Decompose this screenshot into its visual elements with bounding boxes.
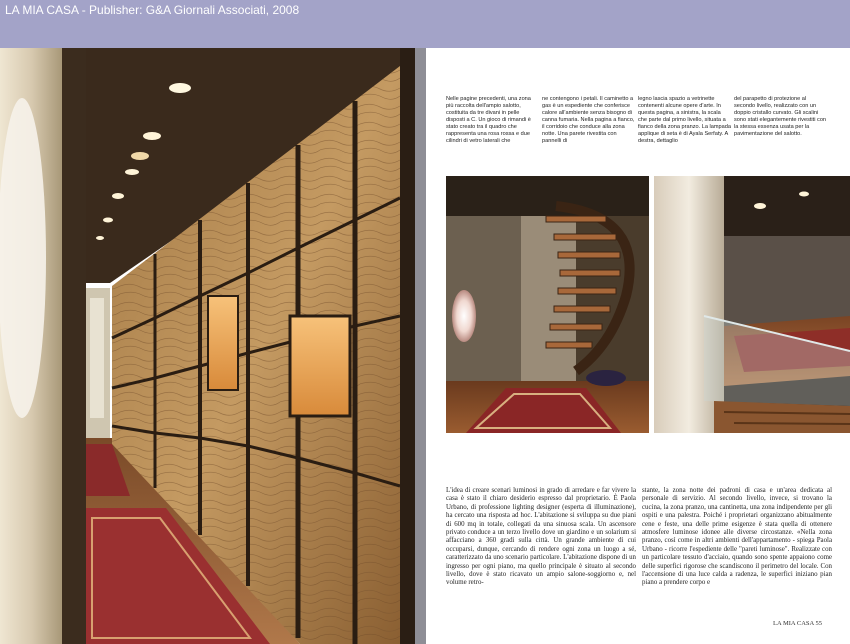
magazine-spread <box>0 48 850 644</box>
parapet-photo <box>654 176 850 433</box>
window-title: LA MIA CASA - Publisher: G&A Giornali Associati, 2008 <box>5 3 300 17</box>
corridor-illustration <box>0 48 415 644</box>
caption-col-1: Nelle pagine precedenti, una zona più raccolta dell'ampio salotto, costituita da tre divani in pelle disposti a C. Un gioco di rimandi è stato creato tra il quadro che rappresenta una rosa rossa e due cilindri di vetro laterali che <box>446 96 531 144</box>
corridor-photo <box>0 48 415 644</box>
staircase-photo <box>446 176 649 433</box>
caption-col-3: legno lascia spazio a vetrinette contenenti alcune opere d'arte. In questa pagina, a sinistra, la scala che parte dal primo livello, situata a fianco della zona pranzo. La lampada applique di seta è di Ayala Serfaty. A destra, dettaglio <box>638 96 731 144</box>
caption-col-2: ne contengono i petali. Il caminetto a gas è un espediente che conferisce calore all'ambiente senza bisogno di canna fumaria. Nella pagina a fianco, il corridoio che conduce alla zona notte. Una parete rivestita con pannelli di <box>542 96 635 144</box>
body-column-1: L'idea di creare scenari luminosi in grado di arredare e far vivere la casa è stato il chiaro desiderio espresso dal proprietario. È Paola Urbano, di professione lighting designer (esperta di illuminazione), ha cercato una risposta ad hoc. L'abitazione si sviluppa su due piani di 600 mq in totale, collegati da una sinuosa scala. Un ascensore privato conduce a un terzo livello dove un giardino e un solarium si affacciano a 360 gradi sulla città. Un grande ambiente di cui occuparsi, dunque, cercando di rendere ogni zona un luogo a sé, caratterizzato da uno scenario particolare. L'abitazione dispone di un ingresso per ogni piano, ma quello principale è situato al secondo livello, dove è stato ricavato un ampio salone-soggiorno e, nel volume retro- <box>446 487 636 587</box>
window-header <box>0 0 850 48</box>
body-column-2: stante, la zona notte dei padroni di casa e un'area dedicata al personale di servizio. Al secondo livello, invece, si trovano la cucina, la zona pranzo, una cantinetta, una zona indipendente per gli ospiti e una palestra. Poiché i proprietari organizzano abitualmente cene e feste, una delle prime esigenze è stata quella di ottenere atmosfere luminose idonee alle diverse circostanze. «Nella zona pranzo, così come in altri ambienti dell'appartamento - spiega Paola Urbano - ricorre l'espediente delle "pareti luminose". Realizzate con un particolare tessuto d'acciaio, quando sono spente appaiono come delle superfici rigorose che scandiscono il perimetro del locale. Con l'accensione di una luce calda a radenza, le superfici iniziano pian piano a prendere corpo e <box>642 487 832 587</box>
staircase-illustration <box>446 176 649 433</box>
page-gutter <box>415 48 426 644</box>
right-page <box>426 48 850 644</box>
page-folio: LA MIA CASA 55 <box>773 620 822 627</box>
parapet-illustration <box>654 176 850 433</box>
caption-col-4: del parapetto di protezione al secondo livello, realizzato con un doppio cristallo curvato. Gli scalini sono stati elegantemente rivestiti con la stessa essenza usata per la pavimentazione del salotto. <box>734 96 827 137</box>
